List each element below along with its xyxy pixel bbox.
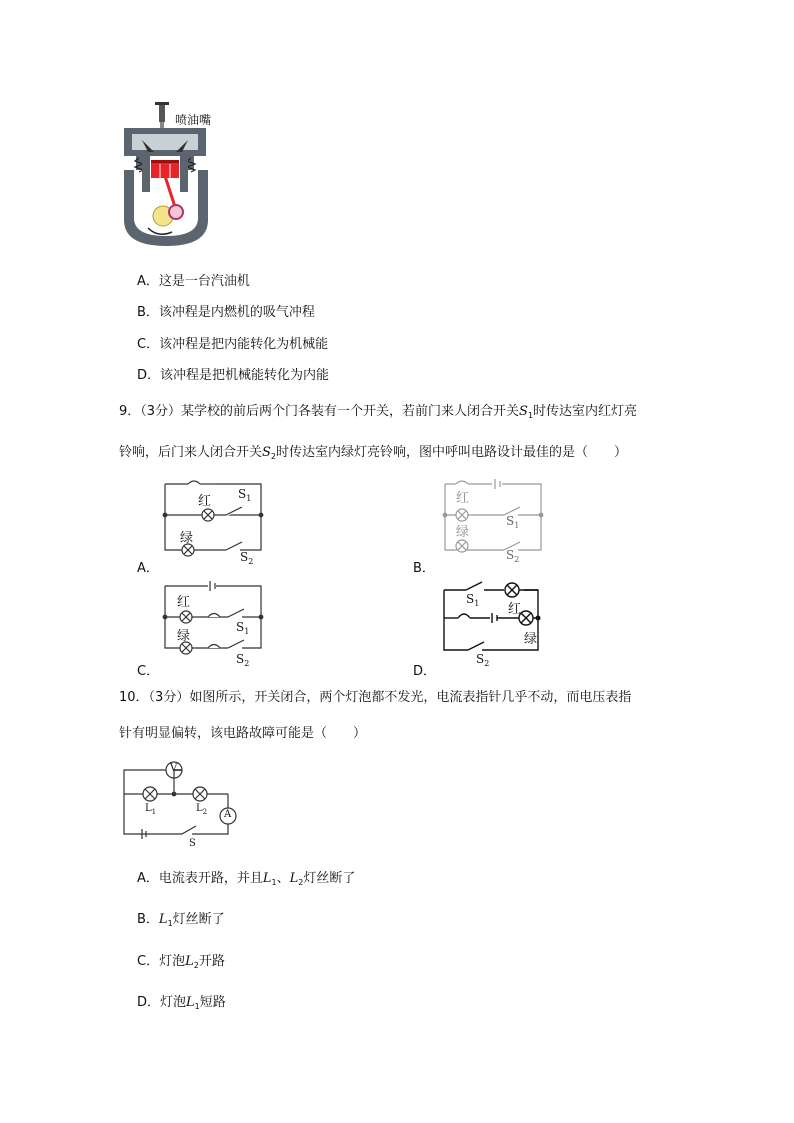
engine-option-c: C．该冲程是把内能转化为机械能 — [137, 337, 329, 352]
switch-label: S — [189, 838, 196, 849]
circuit-a-red: 红 — [198, 494, 212, 509]
injector-label: 喷油嘴 — [175, 113, 212, 127]
circuit-a-green: 绿 — [180, 531, 194, 546]
q9-line1: 9．（3分）某学校的前后两个门各装有一个开关，若前门来人闭合开关$S_1$时传达室内红灯亮 — [119, 404, 638, 420]
circuit-a-s2: $S_2$ — [240, 550, 254, 566]
circuit-b-red: 红 — [456, 491, 470, 506]
circuit-b-s2: $S_2$ — [506, 548, 520, 564]
circuit-d-letter: D． — [413, 664, 437, 679]
engine-option-a: A．这是一台汽油机 — [137, 274, 250, 289]
l2-label: $L_2$ — [196, 803, 208, 816]
circuit-d-green: 绿 — [524, 632, 538, 647]
q10-option-b: B．$L_1$灯丝断了 — [137, 912, 225, 928]
circuit-d-red: 红 — [508, 602, 522, 617]
circuit-c-letter: C． — [137, 664, 160, 679]
circuit-a — [160, 478, 270, 570]
q10-option-c: C．灯泡$L_2$开路 — [137, 954, 225, 970]
q10-circuit — [118, 758, 248, 850]
circuit-a-letter: A． — [137, 561, 159, 576]
q10-option-a: A．电流表开路，并且$L_1$、$L_2$灯丝断了 — [137, 871, 356, 887]
circuit-d — [438, 578, 548, 670]
circuit-c-red: 红 — [177, 595, 191, 610]
circuit-b-letter: B． — [413, 561, 435, 576]
circuit-a-s1: $S_1$ — [238, 487, 252, 503]
circuit-c-s1: $S_1$ — [236, 620, 250, 636]
ammeter-label: A — [224, 809, 232, 820]
engine-figure — [118, 100, 228, 250]
voltmeter-label: V — [170, 763, 178, 774]
q9-line2: 铃响，后门来人闭合开关$S_2$时传达室内绿灯亮铃响，图中呼叫电路设计最佳的是（ ） — [119, 445, 628, 461]
engine-option-d: D．该冲程是把机械能转化为内能 — [137, 368, 330, 383]
circuit-b-s1: $S_1$ — [506, 514, 520, 530]
circuit-d-s1: $S_1$ — [466, 592, 480, 608]
circuit-d-s2: $S_2$ — [476, 652, 490, 668]
circuit-c-green: 绿 — [177, 629, 191, 644]
q10-line2: 针有明显偏转，该电路故障可能是（ ） — [119, 726, 367, 741]
q10-option-d: D．灯泡$L_1$短路 — [137, 995, 226, 1011]
q10-line1: 10．（3分）如图所示，开关闭合，两个灯泡都不发光，电流表指针几乎不动，而电压表指 — [119, 690, 632, 705]
l1-label: $L_1$ — [145, 803, 157, 816]
engine-option-b: B．该冲程是内燃机的吸气冲程 — [137, 305, 315, 320]
circuit-c-s2: $S_2$ — [236, 652, 250, 668]
circuit-b-green: 绿 — [456, 525, 470, 540]
